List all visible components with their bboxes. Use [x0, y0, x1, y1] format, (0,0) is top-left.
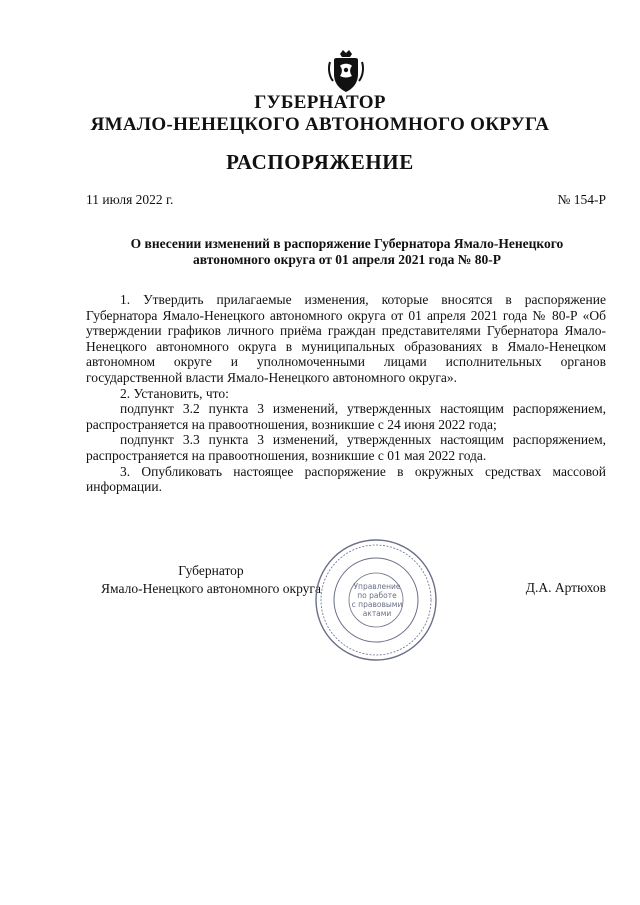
paragraph-1: 1. Утвердить прилагаемые изменения, которые вносятся в распоряжение Губернатора Ямало-Ненецкого автономного округа от 01 апреля 2021 года № 80-Р «Об утверждении графиков личного приёма граждан представителями Губернатора Ямало-Ненецкого автономного округа в муниципальных образованиях в Ямало-Ненецком автономном округе и уполномоченными лицами исполнительных органов государственной власти Ямало-Ненецкого автономного округа». — [86, 292, 606, 385]
paragraph-4: подпункт 3.3 пункта 3 изменений, утвержденных настоящим распоряжением, распространяется на правоотношения, возникшие с 01 мая 2022 года. — [86, 432, 606, 463]
document-number: № 154-Р — [557, 192, 606, 207]
document-type: РАСПОРЯЖЕНИЕ — [226, 150, 414, 174]
seal-line4: актами — [362, 609, 392, 618]
paragraph-3: подпункт 3.2 пункта 3 изменений, утвержденных настоящим распоряжением, распространяется на правоотношения, возникшие с 24 июня 2022 года; — [86, 401, 606, 432]
signatory-title — [86, 562, 336, 598]
document-subject: О внесении изменений в распоряжение Губернатора Ямало-Ненецкого автономного округа от 01 апреля 2021 года № 80-Р — [130, 236, 564, 267]
org-title-line1: ГУБЕРНАТОР — [254, 92, 386, 113]
seal-line3: с правовыми — [351, 600, 403, 609]
signatory-title-line1: Губернатор — [178, 563, 244, 578]
seal-line2: по работе — [357, 591, 397, 600]
document-body — [86, 292, 606, 495]
signatory-title-line2: Ямало-Ненецкого автономного округа — [101, 581, 321, 596]
org-title-line2: ЯМАЛО-НЕНЕЦКОГО АВТОНОМНОГО ОКРУГА — [90, 114, 550, 135]
coat-of-arms-icon — [326, 48, 366, 94]
seal-center-text — [345, 582, 409, 618]
paragraph-5: 3. Опубликовать настоящее распоряжение в окружных средствах массовой информации. — [86, 463, 606, 495]
document-date: 11 июля 2022 г. — [86, 192, 174, 207]
seal-line1: Управление — [353, 582, 401, 591]
signatory-name: Д.А. Артюхов — [525, 580, 606, 595]
paragraph-2: 2. Установить, что: — [120, 385, 229, 401]
